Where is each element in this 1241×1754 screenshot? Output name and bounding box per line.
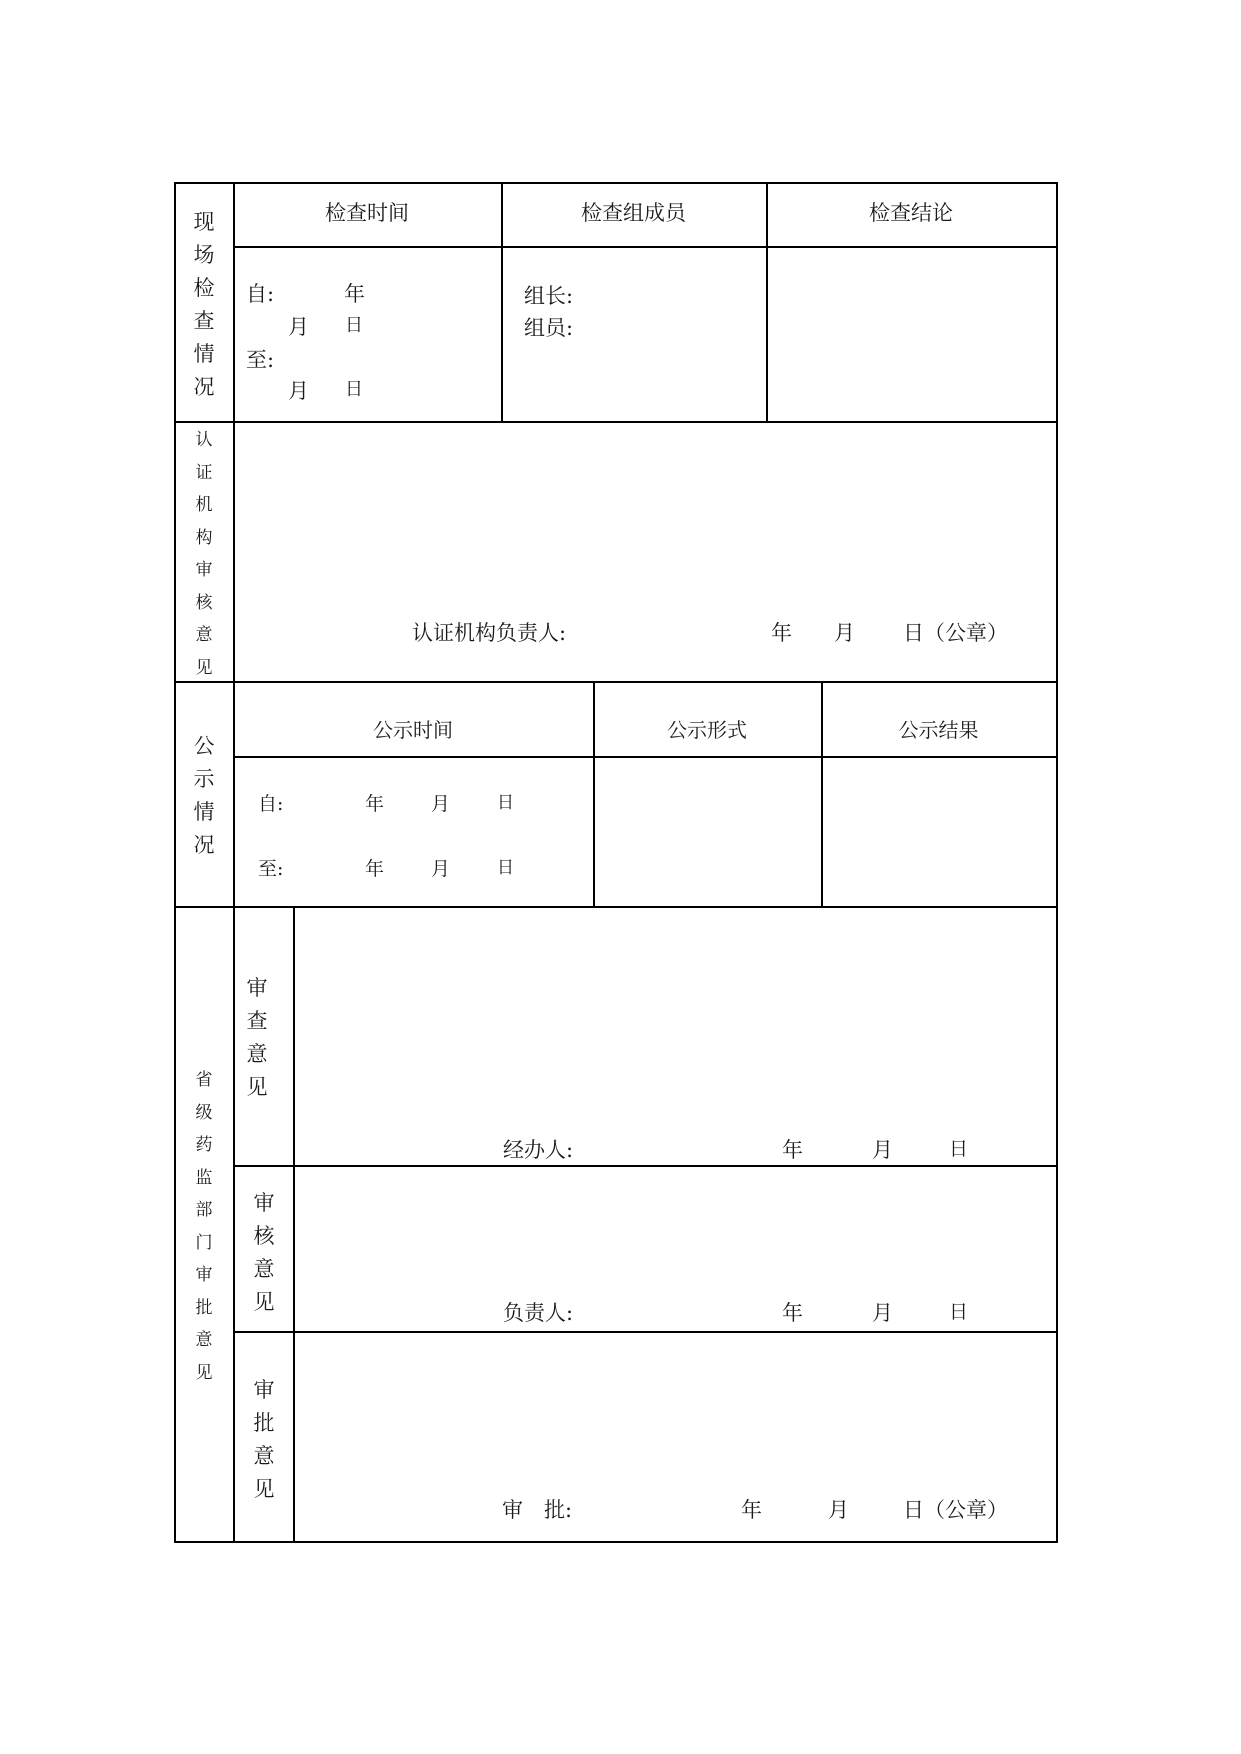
label-column-divider xyxy=(233,182,235,1543)
approval-label-text: 审 批 意 见 xyxy=(253,1378,275,1501)
cert-month: 月 xyxy=(834,621,855,645)
inspection-members-header: 检查组成员 xyxy=(581,201,686,225)
border-right xyxy=(1056,182,1058,1543)
publicity-to-label: 至: xyxy=(258,858,284,880)
publicity-side-label xyxy=(192,730,216,862)
audit-month: 月 xyxy=(872,1301,893,1325)
publicity-header-line xyxy=(233,756,1057,758)
inspection-from-label: 自: xyxy=(246,282,275,306)
audit-day: 日 xyxy=(949,1301,969,1323)
inspection-from-month: 月 xyxy=(288,315,309,339)
audit-signer-label: 负责人: xyxy=(503,1301,574,1325)
cert-side-label-text: 认 证 机 构 审 核 意 见 xyxy=(195,430,213,678)
border-bottom xyxy=(174,1541,1057,1543)
inspection-from-year: 年 xyxy=(344,282,365,306)
approval-label xyxy=(252,1374,276,1506)
inspection-bottom-line xyxy=(174,421,1057,423)
approval-year: 年 xyxy=(741,1498,762,1522)
publicity-result-header: 公示结果 xyxy=(898,718,979,742)
review-bottom-line xyxy=(233,1165,1057,1167)
publicity-form-header: 公示形式 xyxy=(667,718,747,742)
audit-bottom-line xyxy=(233,1331,1057,1333)
inspection-to-month: 月 xyxy=(288,379,309,403)
publicity-from-label: 自: xyxy=(258,793,284,815)
publicity-from-day: 日 xyxy=(497,793,514,813)
border-left xyxy=(174,182,176,1543)
publicity-from-month: 月 xyxy=(431,793,451,815)
cert-year: 年 xyxy=(771,621,792,645)
inspection-from-day: 日 xyxy=(345,315,363,336)
inspection-member-label: 组员: xyxy=(524,316,574,340)
audit-label xyxy=(252,1187,276,1319)
inspection-to-day: 日 xyxy=(345,379,363,400)
publicity-side-label-text: 公 示 情 况 xyxy=(193,734,215,857)
provincial-sub-divider xyxy=(293,906,295,1543)
review-month: 月 xyxy=(872,1138,893,1162)
review-label-text: 审 查 意 见 xyxy=(246,976,268,1099)
audit-label-text: 审 核 意 见 xyxy=(253,1191,275,1314)
publicity-to-year: 年 xyxy=(365,858,385,880)
review-label xyxy=(245,972,269,1104)
publicity-col-divider-2 xyxy=(821,682,823,907)
inspection-conclusion-header: 检查结论 xyxy=(869,201,953,225)
review-signer-label: 经办人: xyxy=(503,1138,574,1162)
publicity-bottom-line xyxy=(174,906,1057,908)
inspection-time-header: 检查时间 xyxy=(325,201,409,225)
review-year: 年 xyxy=(782,1138,803,1162)
inspection-to-label: 至: xyxy=(246,348,275,372)
publicity-to-month: 月 xyxy=(431,858,451,880)
inspection-side-label-text: 现 场 检 查 情 况 xyxy=(193,210,215,399)
approval-month: 月 xyxy=(828,1498,849,1522)
approval-day-seal: 日（公章） xyxy=(903,1498,1008,1522)
inspection-side-label xyxy=(192,206,216,404)
publicity-to-day: 日 xyxy=(497,858,514,878)
inspection-leader-label: 组长: xyxy=(524,284,574,308)
review-day: 日 xyxy=(949,1138,969,1160)
provincial-side-label-text: 省 级 药 监 部 门 审 批 意 见 xyxy=(195,1070,213,1383)
border-top xyxy=(174,182,1057,184)
inspection-header-line xyxy=(233,246,1057,248)
cert-bottom-line xyxy=(174,681,1057,683)
publicity-from-year: 年 xyxy=(365,793,385,815)
cert-day-seal: 日（公章） xyxy=(903,621,1008,645)
provincial-side-label xyxy=(192,1064,216,1389)
publicity-time-header: 公示时间 xyxy=(373,718,453,742)
publicity-col-divider-1 xyxy=(593,682,595,907)
cert-side-label xyxy=(192,424,216,684)
audit-year: 年 xyxy=(782,1301,803,1325)
approval-signer-label: 审 批: xyxy=(502,1498,573,1522)
cert-signer-label: 认证机构负责人: xyxy=(412,621,567,645)
